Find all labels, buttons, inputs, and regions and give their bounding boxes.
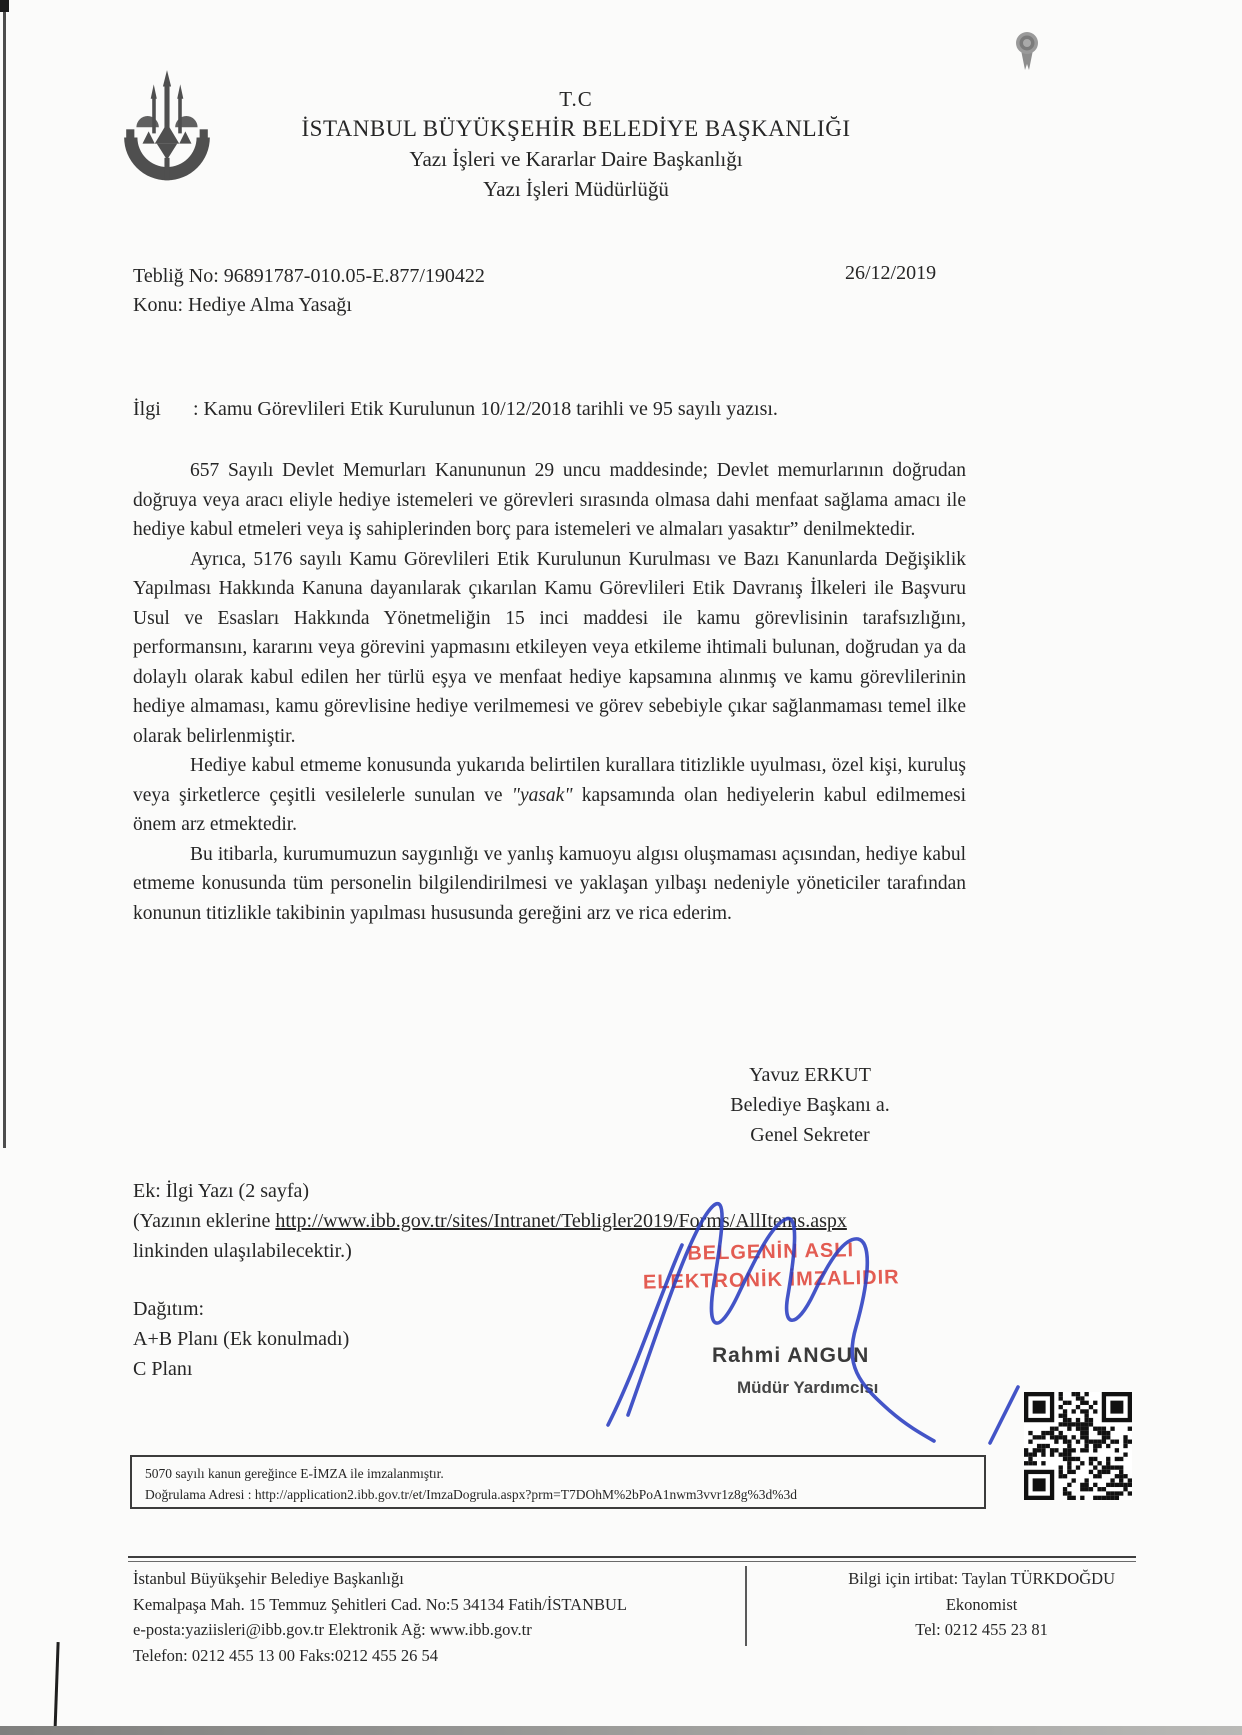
reference-label: İlgi <box>133 398 161 420</box>
page-title: İSTANBUL BÜYÜKŞEHİR BELEDİYE BAŞKANLIĞI <box>301 116 851 141</box>
scan-corner-artifact <box>0 0 9 12</box>
letterhead-office: Yazı İşleri Müdürlüğü <box>483 177 669 201</box>
approver-name: Rahmi ANGUN <box>712 1344 870 1367</box>
approver-title: Müdür Yardımcısı <box>737 1378 879 1397</box>
footer-line: İstanbul Büyükşehir Belediye Başkanlığı <box>133 1569 404 1588</box>
electronic-signature-stamp <box>635 1235 906 1297</box>
document-meta <box>133 262 485 320</box>
document-date: 26/12/2019 <box>845 262 937 284</box>
letterhead-department: Yazı İşleri ve Kararlar Daire Başkanlığı <box>409 147 743 171</box>
stamp-line: BELGENİN ASLI <box>687 1239 855 1265</box>
body-paragraph <box>133 751 966 840</box>
qr-code <box>1024 1392 1132 1500</box>
body-italic-span: "yasak" <box>511 784 573 806</box>
letterhead-tc: T.C <box>559 87 593 111</box>
subject-line: Konu: Hediye Alma Yasağı <box>133 294 352 316</box>
signature-block <box>680 1060 940 1150</box>
ibb-logo-icon <box>116 70 218 208</box>
esign-line: Doğrulama Adresi : http://application2.ibb.gov.tr/et/ImzaDogrula.aspx?prm=T7DOhM%2bPoA1nwm3vvr1z8g%3d%3d <box>145 1487 797 1502</box>
footer-line: Tel: 0212 455 23 81 <box>915 1620 1048 1639</box>
footer-line: Kemalpaşa Mah. 15 Temmuz Şehitleri Cad. No:5 34134 Fatih/İSTANBUL <box>133 1594 627 1614</box>
distribution-item: C Planı <box>133 1358 193 1380</box>
award-ribbon-icon <box>1012 30 1042 72</box>
body-paragraph: 657 Sayılı Devlet Memurları Kanununun 29 uncu maddesinde; Devlet memurlarının doğrudan doğruya veya aracı eliyle hediye istemeleri ve görevleri sırasında olmasa dahi menfaat sağlama amacı ile hediye kabul etmeleri veya iş sahiplerinden borç para istemeleri ve almaları yasaktır” denilmektedir. <box>133 460 966 540</box>
signer-name: Yavuz ERKUT <box>749 1064 871 1086</box>
signer-title: Belediye Başkanı a. <box>730 1094 890 1116</box>
distribution-item: A+B Planı (Ek konulmadı) <box>133 1328 350 1350</box>
esign-line: 5070 sayılı kanun gereğince E-İMZA ile imzalanmıştır. <box>145 1466 444 1481</box>
footer-contact <box>848 1566 1115 1643</box>
reference-line <box>133 398 778 421</box>
footer-address <box>133 1566 627 1668</box>
body-text-span: Hediye kabul etmeme konusunda yukarıda belirtilen kurallara titizlikle uyulması, özel kişi, kuruluş veya şirketlerce çeşitli vesilelerle sunulan ve <box>133 755 966 806</box>
scan-edge-artifact <box>53 1642 59 1735</box>
esign-verification-box <box>130 1455 986 1509</box>
footer-line: e-posta:yaziisleri@ibb.gov.tr Elektronik Ağ: www.ibb.gov.tr <box>133 1620 532 1639</box>
reference-text: : Kamu Görevlileri Etik Kurulunun 10/12/2018 tarihli ve 95 sayılı yazısı. <box>193 398 778 420</box>
footer-divider <box>128 1556 1136 1558</box>
scan-edge-artifact <box>3 0 6 1148</box>
signer-title: Genel Sekreter <box>750 1124 870 1146</box>
footer-column-divider <box>745 1566 747 1646</box>
attachment-line: Ek: İlgi Yazı (2 sayfa) <box>133 1180 310 1202</box>
body-paragraph: Ayrıca, 5176 sayılı Kamu Görevlileri Etik Kurulunun Kurulması ve Bazı Kanunlarda Değişiklik Yapılması Hakkında Kanuna dayanılarak çıkarılan Kamu Görevlileri Etik Davranış İlkeleri ile Başvuru Usul ve Esasları Hakkında Yönetmeliğin 15 inci maddesi ile kamu görevlisinin tarafsızlığını, performansını, kararını veya görevini yapmasını etkileyen veya etkileme ihtimali bulunan, doğrudan ya da dolaylı olarak kabul edilen her türlü eşya ve menfaat hediye kapsamına alınmış ve kamu görevlilerinin hediye almaması, kamu görevlisine hediye verilmemesi ve görev sebebiyle çıkar sağlanmaması temel ilke olarak belirlenmiştir. <box>133 548 966 747</box>
body-paragraph: Bu itibarla, kurumumuzun saygınlığı ve yanlış kamuoyu algısı oluşmaması açısından, hediye kabul etmeme konusunda tüm personelin bilgilendirilmesi ve yaklaşan yılbaşı nedeniyle yöneticiler tarafından konunun titizlikle takibinin yapılması hususunda gereğini arz ve rica ederim. <box>133 843 966 924</box>
letterhead <box>216 84 936 204</box>
attachment-url: http://www.ibb.gov.tr/sites/Intranet/Tebligler2019/Forms/AllItems.aspx <box>275 1210 847 1232</box>
distribution-list <box>133 1294 349 1384</box>
footer-divider <box>128 1561 1136 1562</box>
footer-line: Telefon: 0212 455 13 00 Faks:0212 455 26 54 <box>133 1645 438 1665</box>
document-number: Tebliğ No: 96891787-010.05-E.877/190422 <box>133 265 485 287</box>
attachment-suffix: linkinden ulaşılabilecektir.) <box>133 1240 352 1262</box>
distribution-label: Dağıtım: <box>133 1298 205 1320</box>
footer-line: Bilgi için irtibat: Taylan TÜRKDOĞDU <box>848 1569 1115 1588</box>
scan-bottom-artifact <box>0 1726 1242 1735</box>
attachment-link-line <box>133 1206 847 1236</box>
letter-body <box>133 456 966 928</box>
stamp-line: ELEKTRONİK İMZALIDIR <box>642 1266 900 1294</box>
link-prefix: (Yazının eklerine <box>133 1210 276 1232</box>
footer-line: Ekonomist <box>945 1594 1018 1614</box>
body-text-span: kapsamında olan hediyelerin kabul edilmemesi önem arz etmektedir. <box>133 784 966 835</box>
